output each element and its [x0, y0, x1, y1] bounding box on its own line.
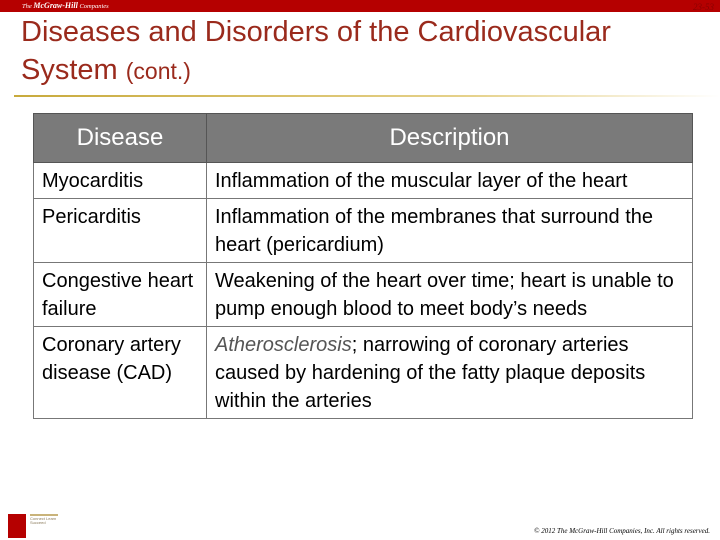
table-header-row	[34, 114, 693, 163]
footer-logo	[8, 514, 60, 538]
brand-name: McGraw-Hill	[33, 1, 78, 10]
logo-text: Connect Learn Succeed	[30, 516, 57, 525]
description-text: ; narrowing of coronary arteries caused by hardening of the fatty plaque deposits within the arteries	[215, 334, 646, 412]
brand-logo	[22, 1, 109, 10]
table-row	[34, 163, 693, 199]
brand-suffix: Companies	[79, 3, 109, 10]
slide-title	[21, 13, 691, 90]
description-cell: Weakening of the heart over time; heart is unable to pump enough blood to meet body’s needs	[207, 263, 693, 327]
title-main: Diseases and Disorders of the Cardiovascular System	[21, 16, 611, 86]
table-row	[34, 327, 693, 419]
title-suffix: (cont.)	[125, 58, 191, 84]
logo-mark-icon	[8, 514, 26, 538]
brand-prefix: The	[22, 3, 32, 10]
copyright-notice: © 2012 The McGraw-Hill Companies, Inc. All rights reserved.	[534, 527, 710, 535]
disease-cell: Pericarditis	[34, 199, 207, 263]
page-number: 23-53	[693, 2, 714, 12]
header-description: Description	[207, 114, 693, 163]
disease-table	[33, 113, 693, 419]
table-row	[34, 263, 693, 327]
table-row	[34, 199, 693, 263]
disease-cell: Coronary artery disease (CAD)	[34, 327, 207, 419]
description-cell: Inflammation of the membranes that surround the heart (pericardium)	[207, 199, 693, 263]
disease-cell: Congestive heart failure	[34, 263, 207, 327]
description-cell: Inflammation of the muscular layer of the heart	[207, 163, 693, 199]
disease-cell: Myocarditis	[34, 163, 207, 199]
header-disease: Disease	[34, 114, 207, 163]
title-underline	[14, 95, 720, 97]
highlight-term: Atherosclerosis	[215, 334, 352, 356]
description-cell	[207, 327, 693, 419]
